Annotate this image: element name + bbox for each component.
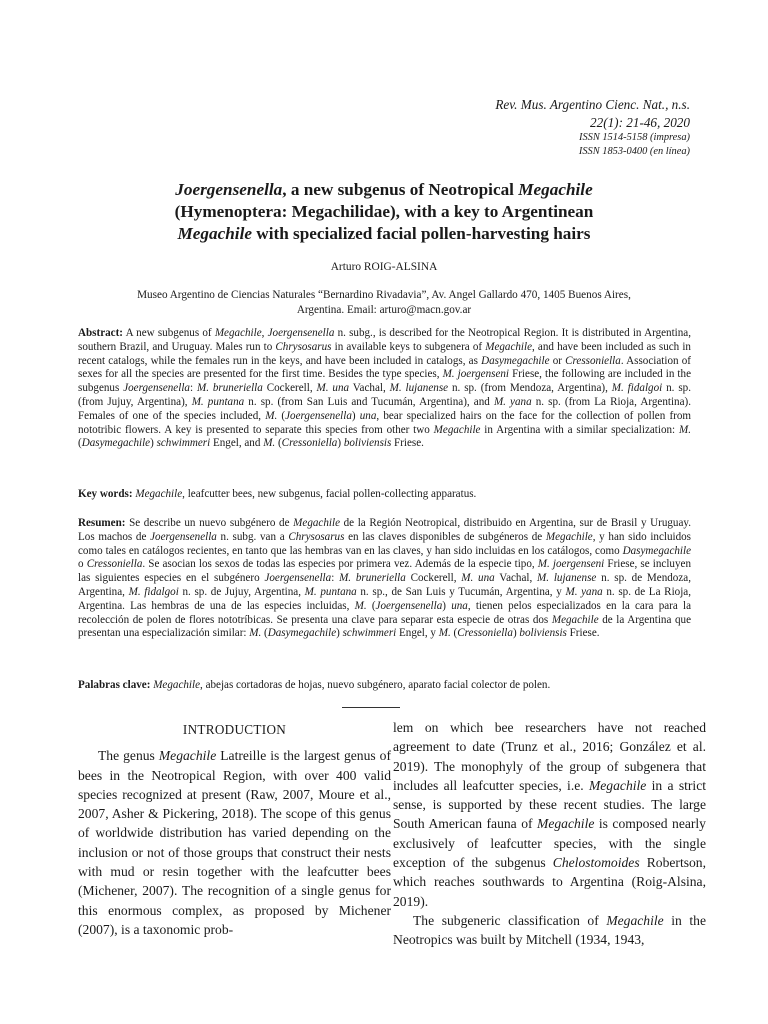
title-part: Joergensenella	[175, 180, 283, 199]
journal-citation	[495, 96, 690, 132]
resumen-text: )	[442, 599, 452, 612]
resumen-text: , y han sido incluidos como tales en catálogos recientes, en tanto que las hembras van en las claves, y han sido incluidas en los catálogos, como	[78, 530, 692, 557]
abstract-text: Megachile	[214, 327, 262, 339]
paper-title	[0, 179, 768, 245]
intro-text: is composed nearly exclusively of leafcutter species, with the single exception of the subgenus	[393, 816, 706, 871]
abstract-text: in Argentina with a similar specialization:	[480, 423, 679, 436]
abstract-text: A new subgenus of	[122, 327, 215, 339]
affiliation-line: Argentina. Email: arturo@macn.gov.ar	[296, 304, 472, 316]
body-column-right	[393, 718, 706, 950]
palabras-label: Palabras clave:	[78, 679, 151, 691]
resumen-label: Resumen:	[78, 517, 126, 529]
palabras-text: , abejas cortadoras de hojas, nuevo subgénero, aparato facial colector de polen.	[200, 679, 551, 691]
resumen-text: n. sp., de San Luis y Tucumán, Argentina, y	[356, 585, 566, 598]
journal-volume: 22(1): 21-46, 2020	[590, 115, 690, 130]
resumen-text: (	[261, 627, 268, 640]
resumen-text: , tienen pelos especializados en la cara para la recolección de polen de flores nototríbicas. Se presenta una clave para separar esta especie de otras dos	[78, 599, 692, 626]
abstract-text: , and have been included as such in recent catalogs, while the females run in the keys, and have been included in catalogs, as	[78, 340, 691, 367]
resumen-text: M. fidalgoi	[128, 585, 179, 598]
resumen-text: . Se asocian los sexos de todas las especies por primera vez. Además de la especie tipo,	[142, 558, 538, 571]
abstract-text: n. sp. (from San Luis and Tucumán, Argentina), and	[244, 395, 494, 408]
issn-print: ISSN 1514-5158 (impresa)	[578, 132, 690, 143]
resumen	[78, 517, 691, 641]
abstract-text: n. subg., is described for the Neotropical Region. It is distributed in Argentina, southern Brazil, and Uruguay. Males run to	[78, 327, 692, 353]
abstract-text: M. yana	[493, 395, 532, 408]
resumen-text: Cressoniella	[457, 627, 513, 640]
intro-text: Megachile	[158, 748, 217, 764]
resumen-text: Megachile	[545, 530, 593, 543]
abstract-text: or	[549, 354, 566, 367]
abstract-text: ,	[261, 327, 268, 339]
abstract-text: (	[275, 437, 282, 450]
resumen-text: Megachile	[551, 613, 599, 626]
abstract-text: Cressoniella	[281, 437, 338, 450]
keywords-text: Megachile	[135, 488, 183, 500]
author-name: Arturo ROIG-ALSINA	[330, 261, 438, 273]
abstract-text: (	[78, 437, 82, 450]
abstract-text: n. sp. (from Mendoza, Argentina),	[448, 382, 612, 395]
abstract-text: Engel, and	[210, 437, 264, 450]
abstract-text: )	[351, 409, 360, 422]
abstract-text: Friese, the following are included in the subgenus	[78, 368, 691, 395]
resumen-text: M. bruneriella	[339, 572, 406, 585]
abstract-text: Cockerell,	[262, 382, 317, 395]
resumen-text: M.	[354, 599, 367, 612]
resumen-text: M.	[438, 627, 451, 640]
resumen-text: n. sp. de Mendoza, Argentina,	[78, 572, 691, 598]
resumen-text: Cressoniella	[86, 558, 143, 571]
intro-text: The subgeneric classification of	[413, 912, 607, 928]
resumen-text: n. sp. de La Rioja, Argentina. Las hembras de una de las especies incluidas,	[78, 585, 691, 612]
resumen-text: Dasymegachile	[622, 544, 691, 557]
abstract-text: boliviensis	[343, 437, 392, 450]
resumen-text: Chrysosarus	[288, 530, 345, 543]
title-part: Megachile	[177, 224, 252, 243]
abstract-text: Friese.	[391, 437, 424, 450]
abstract-text: )	[150, 437, 157, 450]
resumen-text: n. subg. van a	[216, 530, 289, 543]
intro-text-split-b: lem on which bee researchers have not reached agreement to date (Trunz et al., 2016; González et al. 2019). The monophyly of the group of subgenera that includes all leafcutter species, i.e.	[393, 720, 706, 793]
resumen-text: Joergensenella	[264, 572, 332, 585]
resumen-text: )	[512, 627, 520, 640]
resumen-text: una	[451, 599, 468, 612]
abstract-text: Megachile	[433, 423, 481, 436]
abstract-text: Joergensenella	[123, 382, 190, 395]
resumen-text: Friese.	[566, 627, 600, 640]
title-part: with specialized facial pollen-harvesting hairs	[251, 224, 591, 243]
abstract-text: M.	[265, 409, 278, 422]
resumen-text: Dasymegachile	[267, 627, 337, 640]
resumen-text: schwimmeri	[342, 627, 397, 640]
keywords	[78, 488, 691, 502]
intro-paragraph-2	[393, 911, 706, 950]
abstract-text: Joergensenella	[285, 409, 352, 422]
abstract-text: n. sp. (from La Rioja, Argentina). Females of one of the species included,	[78, 395, 691, 422]
abstract	[78, 327, 691, 451]
abstract-text: M.	[263, 437, 276, 450]
resumen-text: Joergensenella	[150, 530, 217, 543]
abstract-text: Cressoniella	[565, 354, 621, 367]
palabras-clave	[78, 679, 691, 693]
abstract-text: )	[337, 437, 344, 450]
abstract-text: M. lujanense	[389, 382, 449, 395]
intro-text: The genus	[98, 748, 159, 764]
intro-text: in a strict sense, is supported by these recent studies. The large South American fauna of	[393, 777, 707, 832]
abstract-text: Vachal,	[349, 382, 390, 395]
resumen-text: o	[78, 558, 87, 571]
abstract-text: M. joergenseni	[442, 368, 509, 381]
journal-name: Rev. Mus. Argentino Cienc. Nat., n.s.	[495, 97, 690, 112]
resumen-text: (	[366, 599, 376, 612]
issn-block	[579, 131, 690, 159]
intro-text-split-a: Latreille is the largest genus of bees in the Neotropical Region, with over 400 valid species recognized at present (Raw, 2007, Moure et al., 2007, Asher & Pickering, 2018). The scope of this genus of worldwide distribution has varied depending on the inclusion or not of those groups that construct their nests with mud or resin together with the leafcutter bees (Michener, 2007). The recognition of a single genus for this enormous complex, as proposed by Michener (2007), is a taxonomic prob-	[78, 748, 391, 937]
resumen-text: Cockerell,	[405, 572, 462, 585]
resumen-text: Vachal,	[494, 572, 538, 585]
abstract-text: Chrysosarus	[275, 340, 332, 353]
title-part: (Hymenoptera: Megachilidae), with a key to Argentinean	[174, 202, 594, 221]
resumen-text: M. lujanense	[537, 572, 597, 585]
abstract-text: Dasymegachile	[481, 354, 550, 367]
intro-text: Robertson, which reaches southwards to Argentina (Roig-Alsina, 2019).	[393, 855, 707, 909]
section-heading-introduction: INTRODUCTION	[182, 722, 287, 737]
author-affiliation	[60, 288, 708, 318]
abstract-text: in available keys to subgenera of	[331, 340, 486, 353]
affiliation-line: Museo Argentino de Ciencias Naturales “Bernardino Rivadavia”, Av. Angel Gallardo 470, 1405 Buenos Aires,	[137, 289, 631, 301]
palabras-text: Megachile	[153, 679, 201, 691]
section-divider	[342, 707, 400, 708]
resumen-text: Megachile	[293, 517, 340, 529]
abstract-text: , bear specialized hairs on the face for the collection of pollen from nototribic flowers. A key is presented to separate this species from other two	[78, 409, 692, 436]
resumen-text: Friese, se incluyen las siguientes especies en el subgénero	[78, 558, 691, 585]
resumen-text: boliviensis	[519, 627, 567, 640]
body-column-left	[78, 718, 391, 939]
intro-text: Megachile	[606, 912, 664, 928]
abstract-text: n. sp. (from Jujuy, Argentina),	[78, 382, 691, 408]
resumen-text: M. yana	[565, 585, 603, 598]
abstract-text: M. puntana	[191, 395, 245, 408]
abstract-text: schwimmeri	[156, 437, 211, 450]
intro-paragraph-1-cont	[393, 718, 706, 911]
abstract-text: M. bruneriella	[196, 382, 263, 395]
abstract-text: (	[277, 409, 286, 422]
resumen-text: de la Argentina que presentan una especialización similar:	[78, 613, 691, 640]
resumen-text: en las claves disponibles de subgéneros de	[344, 530, 546, 543]
resumen-text: de la Región Neotropical, distribuido en Argentina, sur de Brasil y Uruguay. Los machos de	[78, 517, 691, 543]
abstract-text: :	[189, 382, 197, 395]
intro-text: Megachile	[537, 816, 595, 832]
intro-text: Chelostomoides	[552, 855, 640, 871]
abstract-text: una	[359, 409, 377, 422]
abstract-text: M.	[678, 423, 691, 436]
resumen-text: )	[336, 627, 343, 640]
abstract-label: Abstract:	[78, 327, 123, 339]
keywords-label: Key words:	[78, 488, 133, 500]
keywords-text: , leafcutter bees, new subgenus, facial pollen-collecting apparatus.	[182, 488, 477, 500]
resumen-text: (	[450, 627, 458, 640]
abstract-text: Dasymegachile	[81, 437, 151, 450]
abstract-text: Joergensenella	[267, 327, 335, 339]
intro-text: in the Neotropics was built by Mitchell (1934, 1943,	[393, 912, 706, 948]
resumen-text: M.	[249, 627, 262, 640]
resumen-text: Engel, y	[396, 627, 439, 640]
resumen-text: M. puntana	[304, 585, 357, 598]
resumen-text: Joergensenella	[375, 599, 443, 612]
resumen-text: M. una	[461, 572, 495, 585]
title-part: , a new subgenus of Neotropical	[282, 180, 519, 199]
intro-paragraph-1	[78, 746, 391, 939]
title-part: Megachile	[518, 180, 593, 199]
intro-text: Megachile	[588, 777, 647, 793]
abstract-text: Megachile	[485, 340, 533, 353]
abstract-text: M. fidalgoi	[611, 382, 663, 395]
abstract-text: . Association of sexes for all the species are presented for the first time. Besides the type species,	[78, 354, 691, 381]
issn-online: ISSN 1853-0400 (en línea)	[578, 146, 690, 157]
resumen-text: Se describe un nuevo subgénero de	[125, 517, 294, 529]
resumen-text: M. joergenseni	[537, 558, 605, 571]
resumen-text: :	[331, 572, 340, 585]
abstract-text: M. una	[316, 382, 350, 395]
resumen-text: n. sp. de Jujuy, Argentina,	[178, 585, 305, 598]
